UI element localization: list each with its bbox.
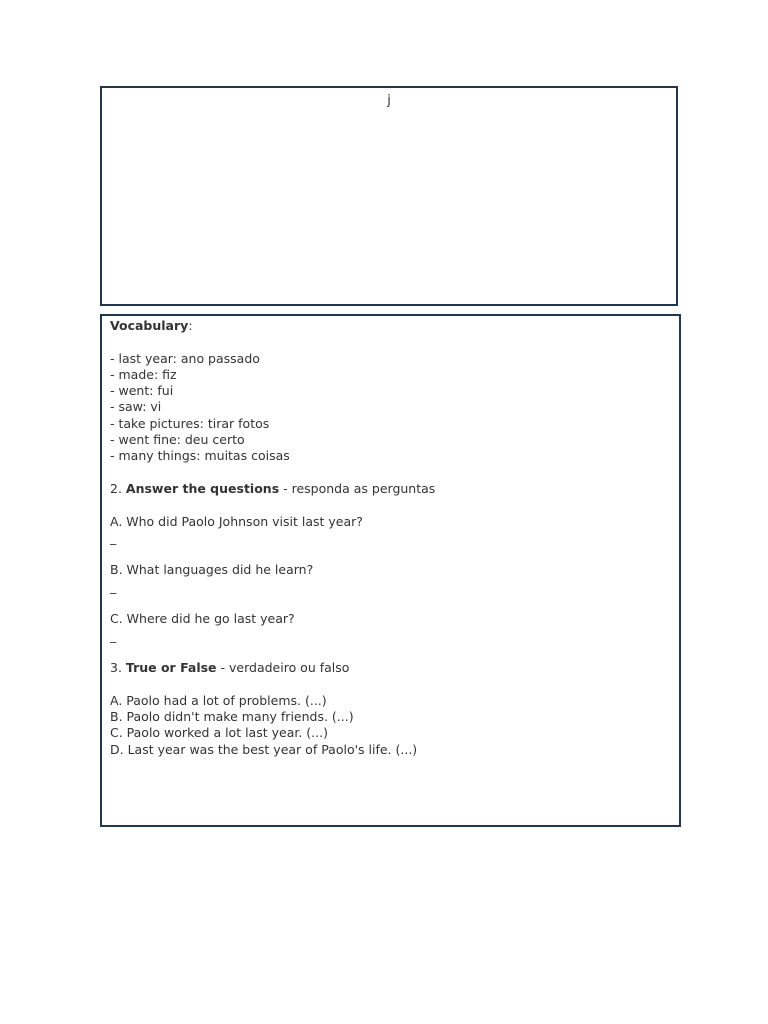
section-2-number: 2. — [110, 480, 122, 496]
vocabulary-heading: Vocabulary — [110, 318, 189, 333]
worksheet-content — [110, 318, 671, 758]
vocabulary-item: - made: fiz — [110, 366, 177, 382]
vocabulary-item: - last year: ano passado — [110, 350, 260, 366]
question: C. Where did he go last year? — [110, 611, 295, 627]
vocabulary-item: - went fine: deu certo — [110, 432, 245, 448]
question: B. What languages did he learn? — [110, 562, 314, 578]
section-3-number: 3. — [110, 660, 122, 676]
answer-blank: _ — [110, 627, 117, 643]
question: A. Who did Paolo Johnson visit last year? — [110, 513, 363, 529]
answer-blank: _ — [110, 578, 117, 594]
section-3-subtitle: - verdadeiro ou falso — [220, 660, 350, 676]
vocabulary-item: - many things: muitas coisas — [110, 448, 290, 464]
true-false-statement: D. Last year was the best year of Paolo's life. (...) — [110, 741, 418, 757]
vocabulary-item: - went: fui — [110, 383, 174, 399]
section-3-heading — [110, 660, 671, 676]
true-false-statement: A. Paolo had a lot of problems. (...) — [110, 692, 327, 708]
header-mark: j — [387, 93, 391, 108]
true-false-statement: C. Paolo worked a lot last year. (...) — [110, 725, 328, 741]
true-false-statement: B. Paolo didn't make many friends. (...) — [110, 709, 354, 725]
vocabulary-heading-line — [110, 318, 671, 334]
header-box — [100, 86, 678, 306]
vocabulary-colon: : — [188, 318, 193, 333]
vocabulary-item: - saw: vi — [110, 399, 162, 415]
answer-blank: _ — [110, 529, 117, 545]
section-3-title: True or False — [125, 660, 217, 676]
section-2-title: Answer the questions — [125, 480, 280, 496]
vocabulary-item: - take pictures: tirar fotos — [110, 415, 270, 431]
section-2-subtitle: - responda as perguntas — [283, 480, 436, 496]
worksheet-box — [100, 314, 681, 827]
section-2-heading — [110, 481, 671, 497]
